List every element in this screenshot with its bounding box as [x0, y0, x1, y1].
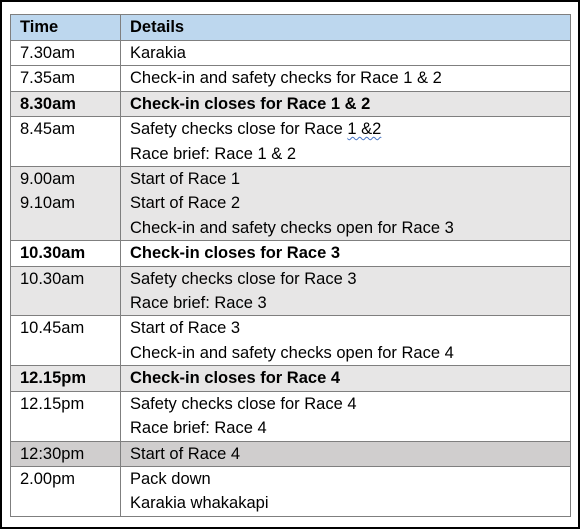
detail-text: Check-in closes for Race 1 & 2 [130, 94, 371, 113]
table-row [11, 391, 571, 441]
detail-text: Start of Race 4 [130, 444, 241, 463]
details-cell [121, 66, 571, 91]
time-text: 9.00am [20, 170, 76, 189]
time-cell [11, 167, 121, 241]
details-cell [121, 91, 571, 116]
table-row [11, 167, 571, 241]
table-row [11, 66, 571, 91]
table-row [11, 266, 571, 316]
detail-text: Safety checks close for Race 4 [130, 394, 357, 413]
time-cell [11, 91, 121, 116]
time-text: 9.10am [20, 194, 76, 213]
table-header-row [11, 15, 571, 41]
time-cell [11, 66, 121, 91]
details-cell [121, 366, 571, 391]
detail-text: Race brief: Race 4 [130, 419, 267, 438]
detail-text: Start of Race 1 [130, 170, 241, 189]
table-row [11, 316, 571, 366]
detail-text: Start of Race 3 [130, 319, 241, 338]
detail-text: Check-in and safety checks for Race 1 & 2 [130, 69, 442, 88]
time-text: 8.30am [20, 94, 76, 113]
time-cell [11, 41, 121, 66]
detail-text: Start of Race 2 [130, 194, 241, 213]
time-text: 12:30pm [20, 444, 85, 463]
detail-text: Safety checks close for Race 3 [130, 269, 357, 288]
table-row [11, 466, 571, 516]
time-text: 10.45am [20, 319, 85, 338]
schedule-table [10, 14, 571, 517]
detail-text: Race brief: Race 3 [130, 294, 267, 313]
time-cell [11, 266, 121, 316]
time-text: 10.30am [20, 244, 86, 263]
time-text: 8.45am [20, 120, 76, 139]
detail-text: Pack down [130, 469, 211, 488]
detail-text: Safety checks close for Race 1 &2 [130, 120, 382, 139]
time-cell [11, 366, 121, 391]
time-cell [11, 441, 121, 466]
table-row [11, 117, 571, 167]
details-cell [121, 117, 571, 167]
table-row [11, 241, 571, 266]
detail-text: Race brief: Race 1 & 2 [130, 144, 296, 163]
detail-text: Check-in and safety checks open for Race 4 [130, 343, 454, 362]
detail-text: Check-in closes for Race 3 [130, 244, 341, 263]
spellcheck-squiggle: 1 &2 [347, 120, 382, 139]
details-cell [121, 316, 571, 366]
details-cell [121, 466, 571, 516]
detail-text: Karakia [130, 44, 186, 62]
detail-text: Check-in closes for Race 4 [130, 369, 341, 388]
details-cell [121, 241, 571, 266]
time-text: 12.15pm [20, 394, 85, 413]
time-text: 7.35am [20, 69, 76, 88]
detail-text: Check-in and safety checks open for Race 3 [130, 218, 454, 237]
time-column-header: Time [11, 15, 121, 41]
time-cell [11, 117, 121, 167]
time-cell [11, 466, 121, 516]
details-column-header: Details [121, 15, 571, 41]
table-row [11, 366, 571, 391]
time-cell [11, 391, 121, 441]
table-row [11, 91, 571, 116]
detail-text: Karakia whakakapi [130, 494, 269, 513]
time-text: 2.00pm [20, 469, 76, 488]
details-cell [121, 41, 571, 66]
details-cell [121, 266, 571, 316]
time-text: 12.15pm [20, 369, 87, 388]
time-cell [11, 241, 121, 266]
details-cell [121, 391, 571, 441]
time-text: 7.30am [20, 44, 76, 62]
details-cell [121, 167, 571, 241]
details-cell [121, 441, 571, 466]
schedule-body [11, 41, 571, 517]
time-text: 10.30am [20, 269, 85, 288]
time-cell [11, 316, 121, 366]
table-row [11, 441, 571, 466]
table-row [11, 41, 571, 66]
